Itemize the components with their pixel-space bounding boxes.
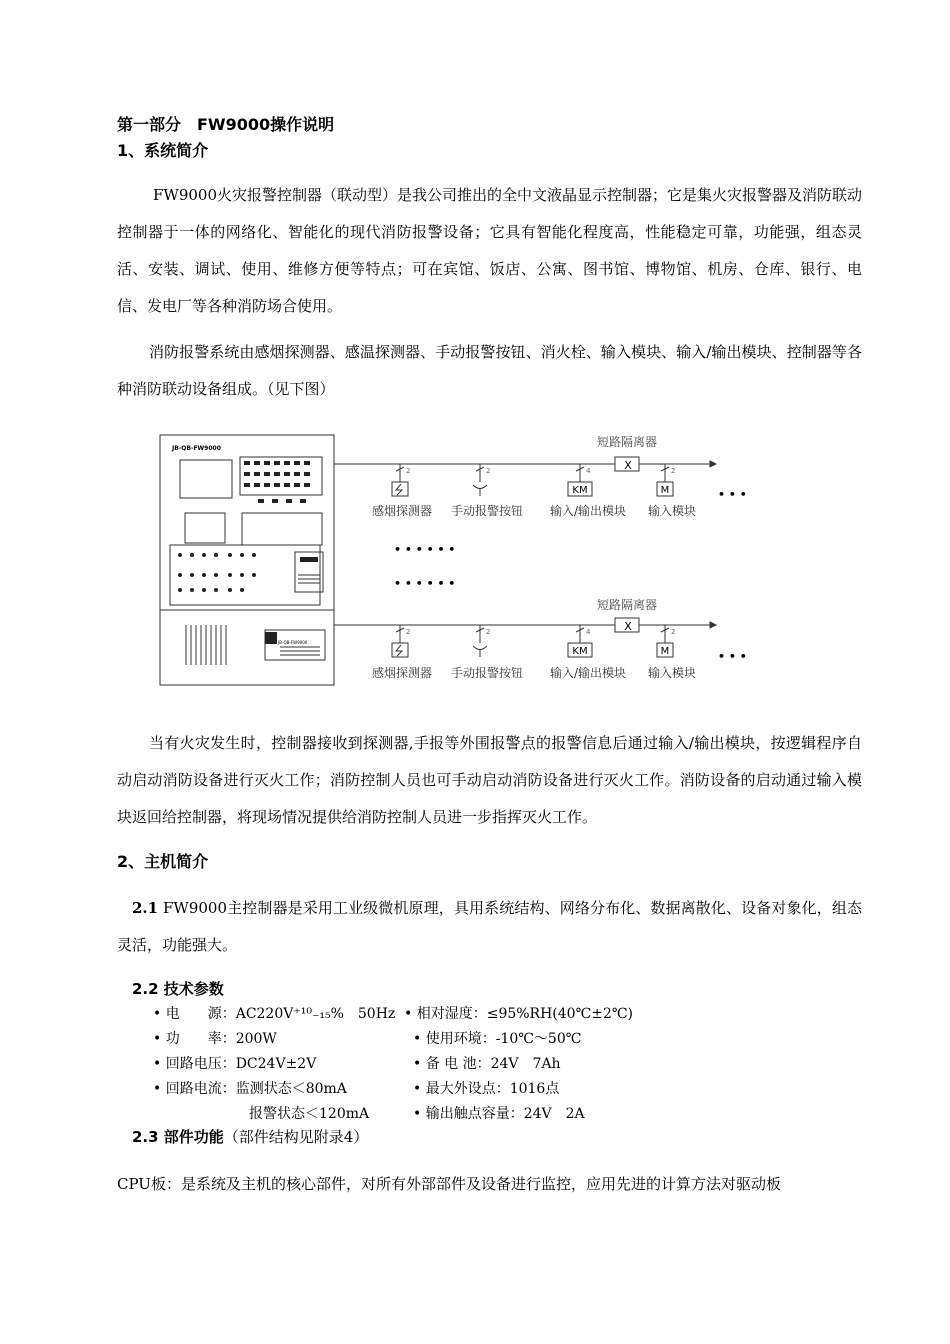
panel-label: JB-QB-FW9000 — [278, 640, 308, 645]
wire-count-1c: 4 — [586, 467, 591, 475]
section-2-1-text: FW9000主控制器是采用工业级微机原理，具用系统结构、网络分布化、数据离散化、设备对象化，组态灵活，功能强大。 — [117, 899, 862, 954]
spec-output-contact: • 输出触点容量：24V 2A — [413, 1106, 585, 1122]
wire-count-1b: 2 — [486, 467, 491, 475]
isolator-x-2: X — [624, 620, 632, 633]
part-title: 第一部分 FW9000操作说明 — [117, 115, 335, 134]
input-module-label-1: 输入模块 — [647, 504, 697, 518]
section-2-3-title-text: 2.3 部件功能 — [132, 1128, 224, 1146]
spec-battery: • 备 电 池：24V 7Ah — [413, 1056, 561, 1072]
section-1-paragraph-2: 消防报警系统由感烟探测器、感温探测器、手动报警按钮、消火栓、输入模块、输入/输出模块、控制器等各种消防联动设备组成。（见下图） — [117, 343, 862, 398]
section-1-paragraph-1: FW9000火灾报警控制器（联动型）是我公司推出的全中文液晶显示控制器；它是集火灾报警器及消防联动控制器于一体的网络化、智能化的现代消防报警设备；它具有智能化程度高，性能稳定可靠，功能强，组态灵活、安装、调试、使用、维修方便等特点；可在宾馆、饭店、公寓、图书馆、博物馆、机房、仓库、银行、电信、发电厂等各种消防场合使用。 — [117, 186, 863, 315]
section-2-1-number: 2.1 — [132, 899, 159, 917]
spec-power-supply: • 电 源：AC220V⁺¹⁰₋₁₅% 50Hz — [153, 1006, 396, 1022]
smoke-detector-label-2: 感烟探测器 — [371, 666, 433, 680]
wire-count-2d: 2 — [671, 628, 676, 636]
spec-power: • 功 率：200W — [153, 1031, 277, 1047]
system-diagram — [150, 425, 790, 695]
smoke-detector-symbol-1 — [392, 482, 408, 496]
m-label-2: M — [660, 646, 670, 657]
loop-2-ellipsis: • • • — [718, 650, 747, 663]
wire-count-2c: 4 — [586, 628, 591, 636]
km-label-1: KM — [572, 485, 588, 496]
section-2-3-title — [132, 1126, 368, 1148]
section-2-1-paragraph — [117, 890, 862, 964]
smoke-detector-label-1: 感烟探测器 — [371, 504, 433, 518]
manual-button-label-1: 手动报警按钮 — [450, 504, 524, 518]
panel-title: JB-QB-FW9000 — [172, 445, 221, 452]
loops-continue-dots-2: • • • • • • — [394, 577, 456, 590]
wire-count-2b: 2 — [486, 628, 491, 636]
section-2-3-note: （部件结构见附录4） — [223, 1128, 369, 1146]
loops-continue-dots-1: • • • • • • — [394, 543, 456, 556]
io-module-label-2: 输入/输出模块 — [549, 666, 627, 680]
wire-count-1d: 2 — [671, 467, 676, 475]
manual-button-label-2: 手动报警按钮 — [450, 666, 524, 680]
m-label-1: M — [660, 485, 670, 496]
spec-environment: • 使用环境：-10℃～50℃ — [413, 1031, 582, 1047]
io-module-label-1: 输入/输出模块 — [549, 504, 627, 518]
spec-loop-voltage: • 回路电压：DC24V±2V — [153, 1056, 317, 1072]
km-label-2: KM — [572, 646, 588, 657]
section-2-title: 2、主机简介 — [117, 852, 209, 871]
cpu-board-paragraph: CPU板：是系统及主机的核心部件，对所有外部部件及设备进行监控，应用先进的计算方法对驱动板 — [117, 1175, 781, 1193]
loop-1-ellipsis: • • • — [718, 488, 747, 501]
spec-humidity: • 相对湿度：≤95%RH(40℃±2℃) — [404, 1006, 634, 1022]
spec-max-points: • 最大外设点：1016点 — [413, 1081, 560, 1097]
spec-loop-current: • 回路电流：监测状态＜80mA — [153, 1081, 347, 1097]
isolator-label-1: 短路隔离器 — [596, 435, 658, 449]
input-module-label-2: 输入模块 — [647, 666, 697, 680]
section-1-paragraph-3: 当有火灾发生时，控制器接收到探测器,手报等外围报警点的报警信息后通过输入/输出模块，按逻辑程序自动启动消防设备进行灭火工作；消防控制人员也可手动启动消防设备进行灭火工作。消防设备的启动通过输入模块返回给控制器，将现场情况提供给消防控制人员进一步指挥灭火工作。 — [117, 734, 862, 826]
section-1-title: 1、系统简介 — [117, 141, 209, 160]
isolator-x-1: X — [624, 459, 632, 472]
lcd-screen — [180, 460, 232, 498]
smoke-detector-symbol-2 — [392, 643, 408, 657]
spec-loop-current-alarm: 报警状态＜120mA — [249, 1106, 370, 1122]
section-2-2-title-text: 2.2 技术参数 — [132, 980, 224, 998]
isolator-label-2: 短路隔离器 — [596, 598, 658, 612]
section-2-2-title — [132, 978, 224, 1000]
wire-count-2a: 2 — [406, 628, 411, 636]
wire-count-1a: 2 — [406, 467, 411, 475]
